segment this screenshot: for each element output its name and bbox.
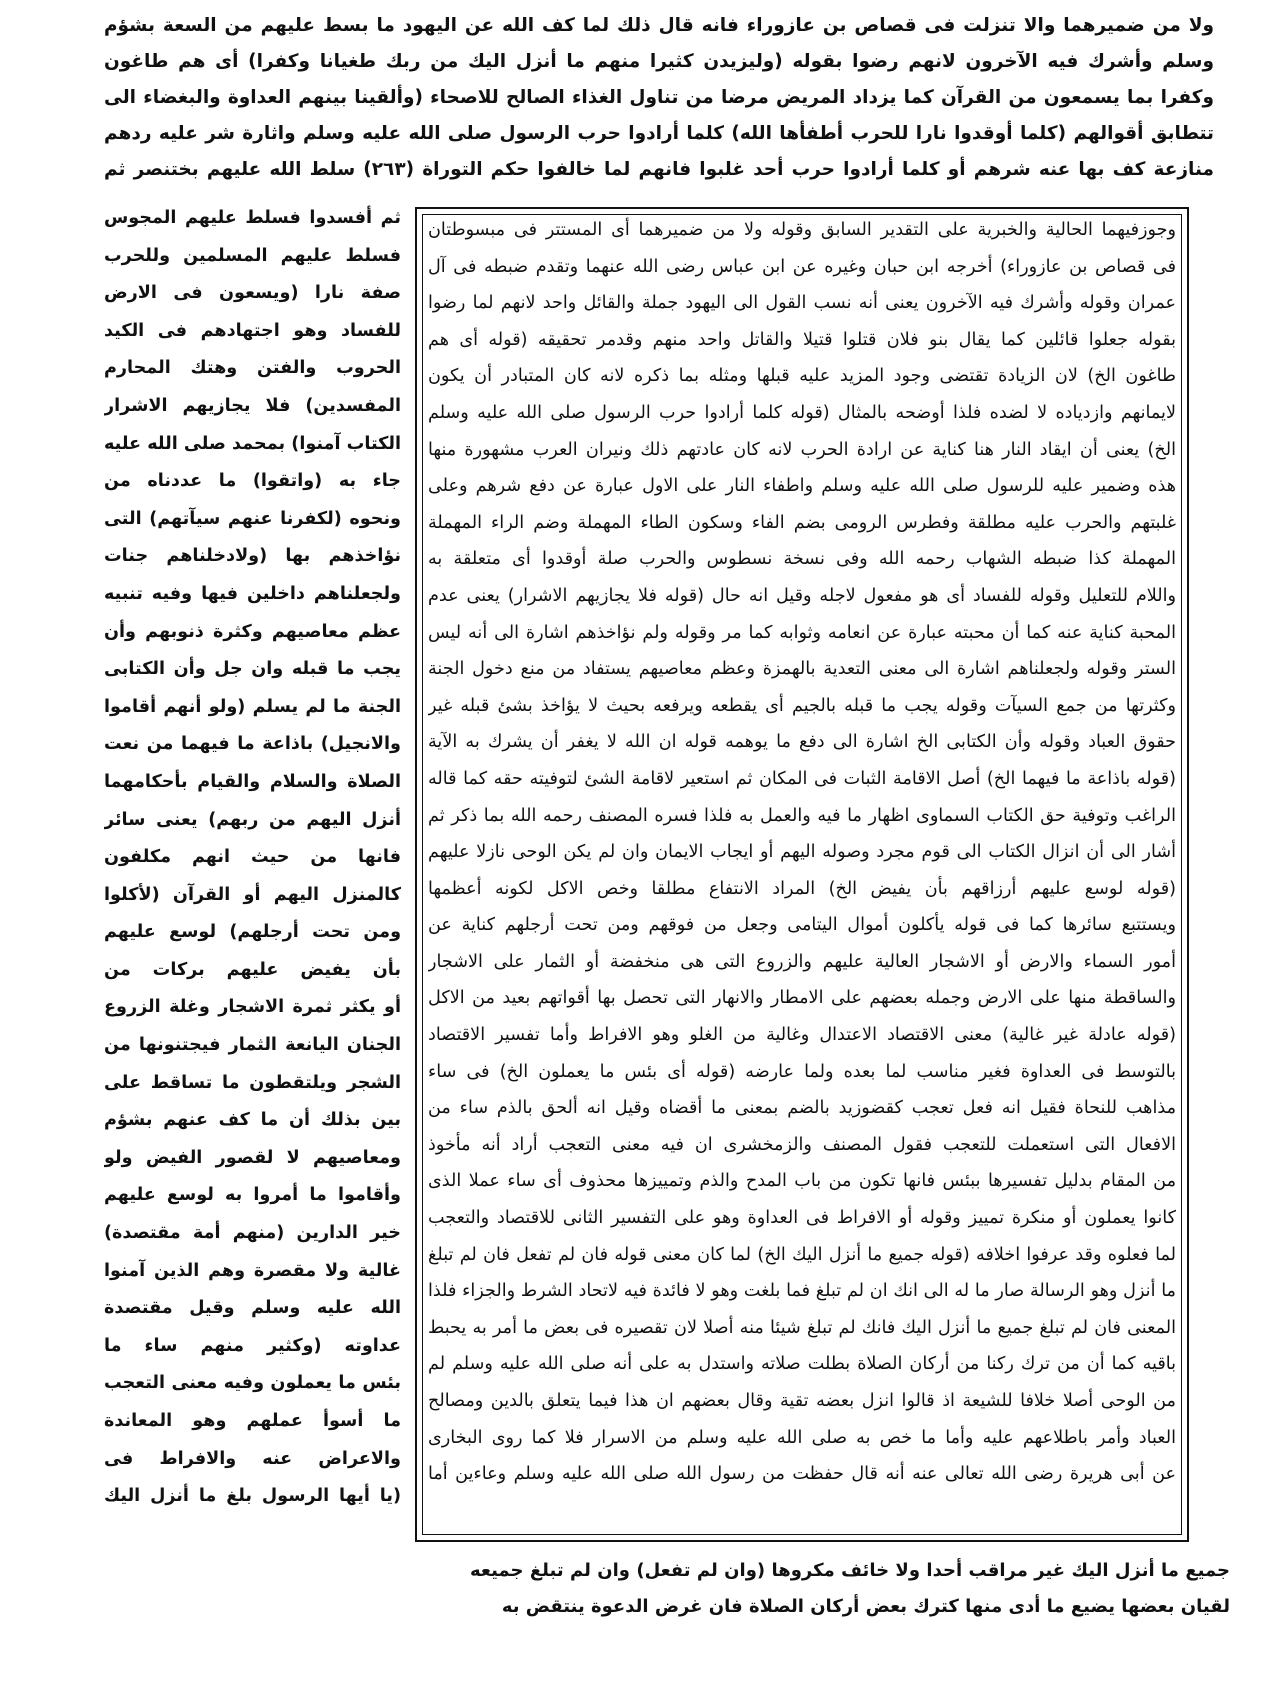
commentary-text-line: لايمانهم وازدياده لا لضده فلذا أوضحه بالمثال (قوله كلما أرادوا حرب الرسول صلى الله عليه وسلم <box>428 402 1176 423</box>
main-text-line: ومعاصيهم لا لقصور الفيض ولو <box>104 1147 401 1168</box>
commentary-text-line: كانوا يعملون أو منكرة تمييز وقوله أو الافراط فى العداوة وهو على التفسير الثانى للاقتصاد والتعجب <box>428 1208 1176 1229</box>
main-text-line: ما أسوأ عملهم وهو المعاندة <box>104 1411 401 1431</box>
main-text-line: والانجيل) باذاعة ما فيهما من نعت <box>104 734 401 755</box>
commentary-text-line: عمران وقوله وأشرك فيه الآخرون يعنى أنه نسب القول الى اليهود جملة والقائل واحد لانهم لما رضوا <box>428 293 1176 314</box>
commentary-text-line: بالتوسط فى العداوة فغير مناسب لما بعده ولما عارضه (قوله أى بئس ما يعملون الخ) فى ساء <box>428 1061 1176 1082</box>
commentary-text-line: وجوزفيهما الحالية والخبرية على التقدير السابق وقوله ولا من ضميرهما أى المستتر فى مبسوطتان <box>428 220 1176 240</box>
main-text-line: ونحوه (لكفرنا عنهم سيآتهم) التى <box>104 508 401 529</box>
commentary-text-line: ويستتبع سائرها كما فى قوله يأكلون أموال اليتامى وجعل من فوقهم ومن تحت أرجلهم كناية عن <box>428 915 1176 936</box>
commentary-text-line: والساقطة منها على الارض وجمله بعضهم على الامطار والانهار التى تحصل بها أقواتهم بعيد من الاكل <box>428 988 1176 1009</box>
top-text-line: وسلم وأشرك فيه الآخرون لانهم رضوا بقوله (وليزيدن كثيرا منهم ما أنزل اليك من ربك طغيانا وكفرا) أى هم طاغون <box>104 51 1214 72</box>
main-text-line: جاء به (واتقوا) ما عددناه من <box>104 471 401 492</box>
commentary-text-line: المهملة كذا ضبطه الشهاب رحمه الله وفى نسخة نسطوس والحرب صلة أوقدوا أى متعلقة به <box>428 549 1176 570</box>
main-text-line: صفة نارا (ويسعون فى الارض <box>104 283 401 304</box>
main-text-line: الكتاب آمنوا) بمحمد صلى الله عليه <box>104 433 401 454</box>
main-text-line: الجنان اليانعة الثمار فيجتنونها من <box>104 1035 401 1056</box>
main-text-line: عداوته (وكثير منهم ساء ما <box>104 1335 401 1356</box>
commentary-text-line: (قوله باذاعة ما فيهما الخ) أصل الاقامة الثبات فى المكان ثم استعير لاقامة الشئ لتوفيته حقه كما قاله <box>428 768 1176 789</box>
main-text-line: بين بذلك أن ما كف عنهم بشؤم <box>104 1110 401 1131</box>
commentary-text-line: الستر وقوله ولجعلناهم اشارة الى معنى التعدية بالهمزة وعظم معاصيهم يستفاد من منع دخول الجنة <box>428 659 1176 680</box>
main-text-line: ثم أفسدوا فسلط عليهم المجوس <box>104 208 401 228</box>
main-text-line: والاعراض عنه والافراط فى <box>104 1448 401 1469</box>
main-text-line: أو يكثر ثمرة الاشجار وغلة الزروع <box>104 997 401 1018</box>
main-text-column <box>104 200 401 1528</box>
commentary-text-line: غلبتهم والحرب عليه مطلقة وفطرس الرومى بضم الفاء وسكون الطاء المهملة وضم الراء المهملة <box>428 512 1176 533</box>
commentary-text-line: بقوله جعلوا قائلين كما يقال بنو فلان قتلوا قتيلا والقاتل واحد منهم وقدمر تحقيقه (قوله أى هم <box>428 329 1176 350</box>
commentary-text-line: المعنى فان لم تبلغ جميع ما أنزل اليك فانك لم تبلغ شيئا منه أصلا لان تقصيره فى بعض ما أمر به يحبط <box>428 1317 1176 1338</box>
main-text-line: المفسدين) فلا يجازيهم الاشرار <box>104 395 401 416</box>
main-text-line: غالية ولا مقصرة وهم الذين آمنوا <box>104 1260 401 1281</box>
bottom-text-line: لقيان بعضها يضيع ما أدى منها كترك بعض أركان الصلاة فان غرض الدعوة ينتقض به <box>501 1596 1230 1617</box>
commentary-text-line: فى قصاص بن عازوراء) أخرجه ابن حبان وغيره عن ابن عباس رضى الله عنهما وتقدم ضبطه فى آل <box>428 256 1176 277</box>
top-text-line: تتطابق أقوالهم (كلما أوقدوا نارا للحرب أطفأها الله) كلما أرادوا حرب الرسول صلى الله عليه وسلم واثارة شر عليه ردهم <box>104 123 1214 144</box>
commentary-text-line: الراغب وتوفية حق الكتاب السماوى اظهار ما فيه والعمل به فلذا فسره المصنف رحمه الله بما ذكر ثم <box>428 805 1176 826</box>
top-text-block <box>104 8 1214 190</box>
main-text-line: نؤاخذهم بها (ولادخلناهم جنات <box>104 546 401 567</box>
top-text-line: ولا من ضميرهما والا تنزلت فى قصاص بن عازوراء فانه قال ذلك لما كف الله عن اليهود ما بسط عليهم من السعة بشؤم <box>104 15 1214 36</box>
main-text-line: فسلط عليهم المسلمين وللحرب <box>104 245 401 266</box>
commentary-text-line: طاغون الخ) لان الزيادة تقتضى وجود المزيد عليه قبلها ومثله بما ذكره لانه كان المتبادر أن يكون <box>428 366 1176 387</box>
main-text-line: للفساد وهو اجتهادهم فى الكيد <box>104 320 401 341</box>
main-text-line: ولجعلناهم داخلين فيها وفيه تنبيه <box>104 583 401 604</box>
commentary-text-block <box>428 212 1176 1534</box>
top-text-line: منازعة كف بها عنه شرهم أو كلما أرادوا حرب أحد غلبوا فانهم لما خالفوا حكم التوراة (٢٦٣) سلط الله عليهم بختنصر ثم <box>104 159 1214 180</box>
bottom-text-line: جميع ما أنزل اليك غير مراقب أحدا ولا خائف مكروها (وان لم تفعل) وان لم تبلغ جميعه <box>470 1560 1230 1581</box>
commentary-text-line: هذه وضمير عليه للرسول صلى الله عليه وسلم واطفاء النار على الاول عبارة عن دفع شرهم وعلى <box>428 476 1176 497</box>
commentary-text-line: باقيه كما أن من ترك ركنا من أركان الصلاة بطلت صلاته واستدل به على أنه صلى الله عليه وسلم لم <box>428 1354 1176 1375</box>
main-text-line: الجنة ما لم يسلم (ولو أنهم أقاموا <box>104 696 401 717</box>
main-text-line: الصلاة والسلام والقيام بأحكامهما <box>104 771 401 792</box>
bottom-text-block <box>470 1553 1230 1633</box>
commentary-text-line: (قوله عادلة غير غالية) معنى الاقتصاد الاعتدال وغالية من الغلو وهو الافراط وأما تفسير الاقتصاد <box>428 1025 1176 1046</box>
top-text-line: وكفرا بما يسمعون من القرآن كما يزداد المريض مرضا من تناول الغذاء الصالح للاصحاء (وألقينا بينهم العداوة والبغضاء الى <box>104 87 1214 108</box>
commentary-text-line: الخ) يعنى أن ايقاد النار هنا كناية عن ارادة الحرب لانه كان عادتهم ذلك ونيران العرب مشهورة منها <box>428 439 1176 460</box>
commentary-text-line: حقوق العباد وقوله وأن الكتابى الخ اشارة الى دفع ما يوهمه قوله ان الله لا يغفر أن يشرك به الآية <box>428 732 1176 753</box>
commentary-text-line: العباد وأمر باطلاعهم عليه وأما ما خص به صلى الله عليه وسلم من الاسرار فلا كما روى البخارى <box>428 1427 1176 1448</box>
commentary-text-line: أشار الى أن انزال الكتاب الى قوم مجرد وصوله اليهم أو ايجاب الايمان وان لم يكن الوحى نازلا عليهم <box>428 842 1176 863</box>
commentary-text-line: لما فعلوه وقد عرفوا اخلافه (قوله جميع ما أنزل اليك الخ) لما كان معنى قوله فان لم تفعل فان لم تبلغ <box>428 1244 1176 1265</box>
main-text-line: يجب ما قبله وان جل وأن الكتابى <box>104 659 401 680</box>
main-text-line: الشجر ويلتقطون ما تساقط على <box>104 1072 401 1093</box>
commentary-text-line: المحبة كناية عنه كما أن محبته عبارة عن انعامه وثوابه كما مر وقوله ولم نؤاخذهم اشارة الى أنه ليس <box>428 622 1176 643</box>
main-text-line: وأقاموا ما أمروا به لوسع عليهم <box>104 1185 401 1206</box>
commentary-text-line: (قوله لوسع عليهم أرزاقهم بأن يفيض الخ) المراد الانتفاع مطلقا وخص الاكل لكونه أعظمها <box>428 878 1176 899</box>
main-text-line: الحروب والفتن وهتك المحارم <box>104 358 401 379</box>
commentary-text-line: الافعال التى استعملت للتعجب فقول المصنف والزمخشرى ان فيه معنى التعجب أراد أنه مأخوذ <box>428 1134 1176 1155</box>
commentary-text-line: من الوحى أصلا خلافا للشيعة اذ قالوا انزل بعضه تقية وقال بعضهم ان هذا فيما يتعلق بالدين ومصالح <box>428 1391 1176 1411</box>
main-text-line: كالمنزل اليهم أو القرآن (لأكلوا <box>104 884 401 905</box>
commentary-text-line: عن أبى هريرة رضى الله تعالى عنه أنه قال حفظت من رسول الله صلى الله عليه وسلم وعاءين أما <box>428 1464 1176 1485</box>
commentary-text-line: أمور السماء والارض أو الاشجار العالية عليهم والزروع التى هى منخفضة أو الثمار على الاشجار <box>428 951 1176 972</box>
main-text-line: أنزل اليهم من ربهم) يعنى سائر <box>104 809 401 830</box>
main-text-line: ومن تحت أرجلهم) لوسع عليهم <box>104 922 401 943</box>
commentary-text-line: واللام للتعليل وقوله للفساد أى هو مفعول لاجله وقيل انه حال (قوله فلا يجازيهم الاشرار) يعنى عدم <box>428 585 1176 606</box>
commentary-text-line: مذاهب للنحاة فقيل انه فعل تعجب كقضوزيد بالضم بمعنى ما أقضاه وقيل انه ألحق بالذم ساء من <box>428 1098 1176 1119</box>
main-text-line: خير الدارين (منهم أمة مقتصدة) <box>104 1223 401 1244</box>
commentary-text-line: وكثرتها من جمع السيآت وقوله يجب ما قبله بالجيم أى يقطعه ويرفعه بحيث لا يؤاخذ بشئ قبله غير <box>428 695 1176 716</box>
commentary-text-line: ما أنزل وهو الرسالة صار ما له الى انك ان لم تبلغ فما بلغت وهو لا فائدة فيه لاتحاد الشرط والجزاء فلذا <box>428 1281 1176 1302</box>
main-text-line: الله عليه وسلم وقيل مقتصدة <box>104 1298 401 1319</box>
main-text-line: بئس ما يعملون وفيه معنى التعجب <box>104 1373 401 1394</box>
main-text-line: عظم معاصيهم وكثرة ذنوبهم وأن <box>104 621 401 642</box>
main-text-line: فانها من حيث انهم مكلفون <box>104 847 401 868</box>
main-text-line: بأن يفيض عليهم بركات من <box>104 959 401 980</box>
main-text-line: (يا أيها الرسول بلغ ما أنزل اليك <box>104 1486 401 1507</box>
commentary-text-line: من المقام بدليل تفسيرها ببئس فانها تكون من باب المدح والذم وتمييزها محذوف أى ساء عملا الذى <box>428 1171 1176 1192</box>
